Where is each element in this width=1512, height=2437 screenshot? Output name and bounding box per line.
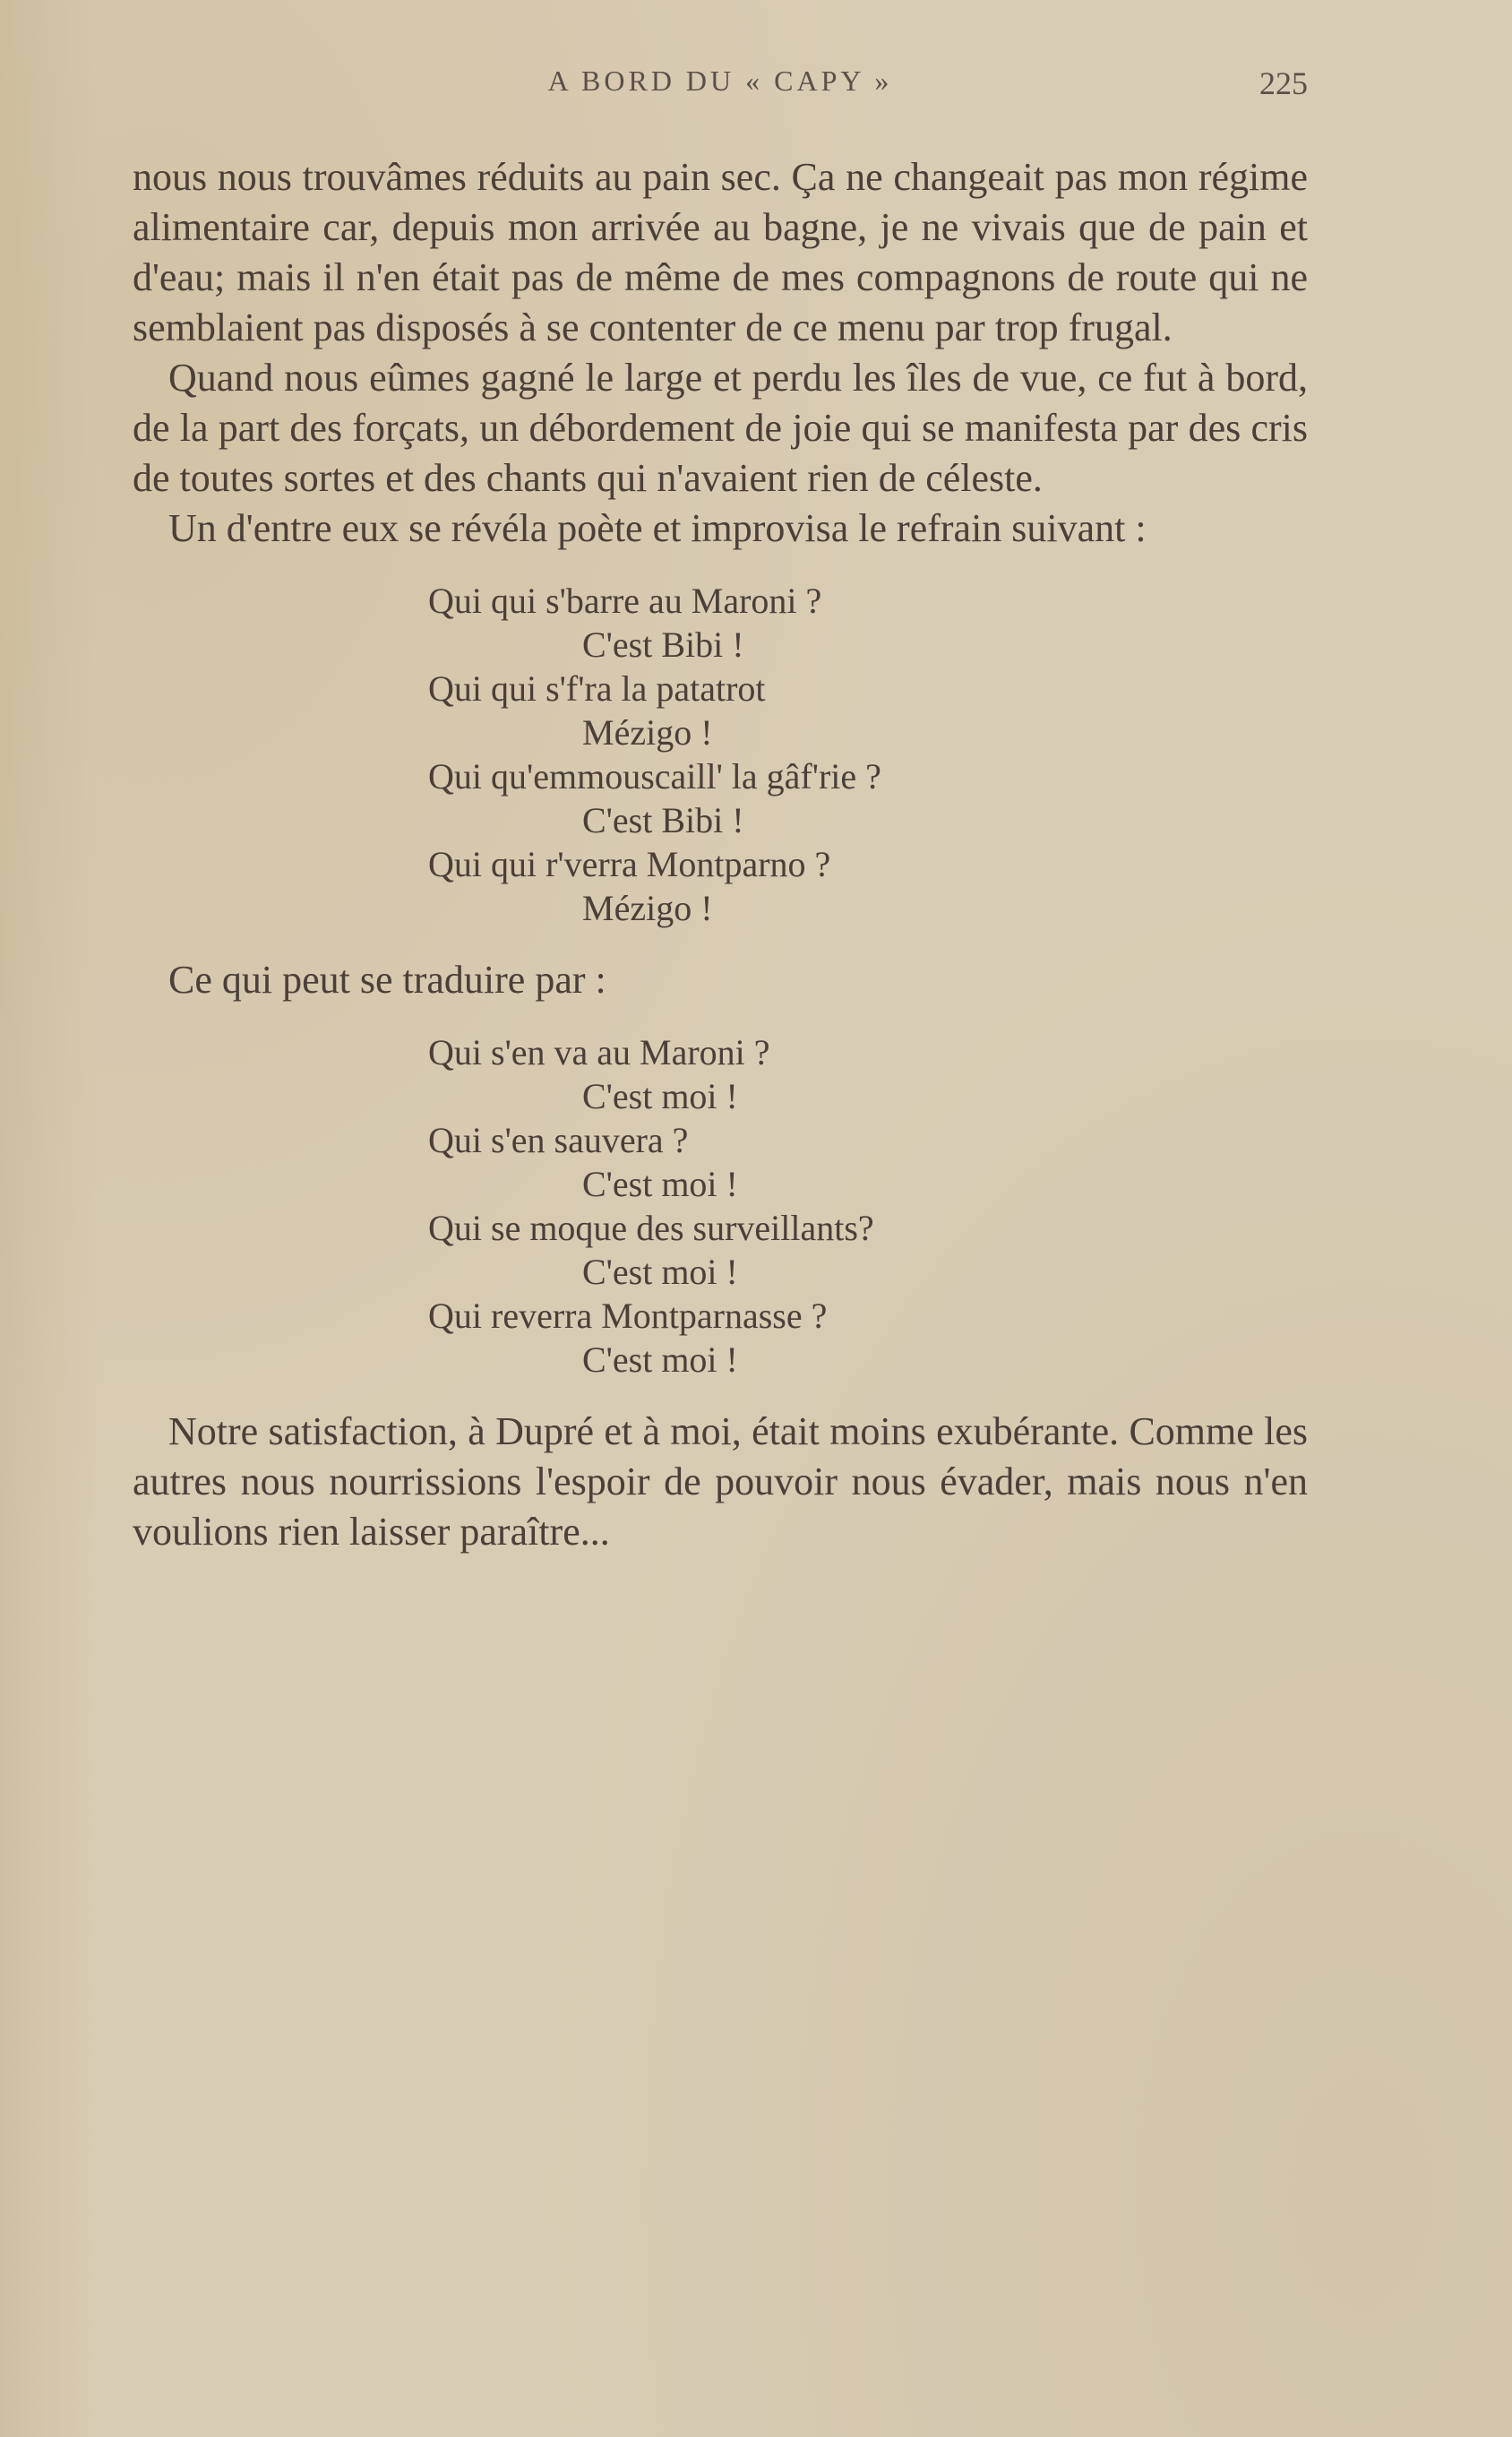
verse-reply: Mézigo !: [582, 712, 713, 753]
verse-line: Qui qui r'verra Montparno ?: [428, 844, 831, 884]
paragraph-4: Ce qui peut se traduire par :: [168, 958, 606, 1002]
verse-reply: C'est moi !: [582, 1164, 738, 1204]
paragraph-3: Un d'entre eux se révéla poète et improvisa le refrain suivant :: [168, 506, 1147, 550]
page-header: [133, 65, 1308, 109]
verse-argot: [428, 579, 1308, 930]
verse-reply: C'est Bibi !: [582, 624, 744, 665]
page-number: 225: [1259, 65, 1308, 101]
verse-line: Qui s'en va au Maroni ?: [428, 1032, 770, 1072]
verse-line: Qui reverra Montparnasse ?: [428, 1296, 828, 1336]
verse-reply: C'est moi !: [582, 1339, 738, 1380]
verse-reply: C'est Bibi !: [582, 800, 744, 840]
paragraph-2: Quand nous eûmes gagné le large et perdu les îles de vue, ce fut à bord, de la part des forçats, un débordement de joie qui se manifesta par des cris de toutes sortes et des chants qui n'avaient rien de céleste.: [133, 356, 1308, 500]
verse-line: Qui qui s'barre au Maroni ?: [428, 581, 822, 621]
paragraph-5: Notre satisfaction, à Dupré et à moi, était moins exubérante. Comme les autres nous nourrissions l'espoir de pouvoir nous évader, mais nous n'en voulions rien laisser paraître...: [133, 1409, 1308, 1554]
verse-line: Qui s'en sauvera ?: [428, 1120, 689, 1160]
running-title: A BORD DU « CAPY »: [547, 65, 893, 97]
verse-line: Qui qu'emmouscaill' la gâf'rie ?: [428, 756, 881, 797]
verse-reply: C'est moi !: [582, 1076, 738, 1116]
verse-reply: Mézigo !: [582, 888, 713, 928]
verse-reply: C'est moi !: [582, 1252, 738, 1292]
verse-translation: [428, 1030, 1308, 1382]
body-text: [133, 152, 1308, 1557]
paragraph-1: nous nous trouvâmes réduits au pain sec. Ça ne changeait pas mon régime alimentaire car, depuis mon arrivée au bagne, je ne vivais que de pain et d'eau; mais il n'en était pas de même de mes compagnons de route qui ne semblaient pas disposés à se contenter de ce menu par trop frugal.: [133, 155, 1308, 349]
verse-line: Qui se moque des surveillants?: [428, 1208, 874, 1248]
verse-line: Qui qui s'f'ra la patatrot: [428, 668, 766, 709]
